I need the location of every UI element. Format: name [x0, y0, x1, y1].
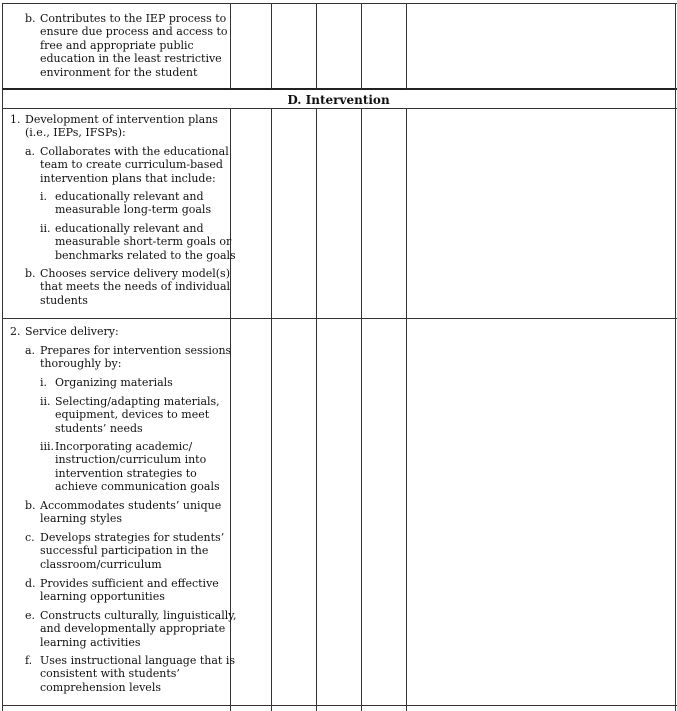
item-text: Selecting/adapting materials, equipment, devices to meet students’ needs: [55, 395, 220, 435]
table-col-rule-left-lower: [2, 108, 3, 711]
table-rule-bottom: [2, 705, 677, 706]
table-col-rule-1: [230, 3, 231, 89]
item-text: educationally relevant and measurable short-term goals or benchmarks related to the goals: [55, 222, 236, 262]
table-col-rule-5-lower: [406, 108, 407, 711]
item-text: Collaborates with the educational team to create curriculum-based intervention plans that include:: [40, 145, 229, 185]
item-text: Service delivery:: [25, 325, 119, 338]
item-letter: f.: [25, 654, 33, 667]
table-rule-top: [2, 3, 677, 4]
item-letter: b.: [25, 499, 36, 512]
section-title: D. Intervention: [287, 93, 390, 107]
item-roman: i.: [40, 376, 48, 389]
table-rule-below-section-d: [2, 108, 677, 109]
table-rule-below-item-1: [2, 318, 677, 319]
table-col-rule-3-lower: [316, 108, 317, 711]
item-text: Organizing materials: [55, 376, 173, 389]
item-text: educationally relevant and measurable long-term goals: [55, 190, 212, 217]
item-text: Provides sufficient and effective learning opportunities: [40, 577, 219, 604]
table-col-rule-3: [316, 3, 317, 89]
table-col-rule-left: [2, 3, 3, 89]
item-letter: a.: [25, 344, 36, 357]
table-col-rule-right-lower: [675, 108, 676, 711]
table-col-rule-5: [406, 3, 407, 89]
item-text: Development of intervention plans (i.e., IEPs, IFSPs):: [25, 113, 218, 140]
item-text: Chooses service delivery model(s) that meets the needs of individual students: [40, 267, 231, 307]
item-letter: b.: [25, 267, 36, 280]
table-col-rule-4: [361, 3, 362, 89]
item-number: 1.: [10, 113, 21, 126]
item-letter: a.: [25, 145, 36, 158]
item-letter: c.: [25, 531, 35, 544]
table-col-rule-2-lower: [271, 108, 272, 711]
item-letter: d.: [25, 577, 36, 590]
item-letter: b.: [25, 12, 36, 25]
item-roman: i.: [40, 190, 48, 203]
item-text: Develops strategies for students’ successful participation in the classroom/curriculum: [40, 531, 225, 571]
table-col-rule-right: [675, 3, 676, 89]
item-roman: ii.: [40, 395, 51, 408]
table-col-rule-4-lower: [361, 108, 362, 711]
table-col-rule-2: [271, 3, 272, 89]
item-text: Constructs culturally, linguistically, and developmentally appropriate learning activities: [40, 609, 237, 649]
item-text: Prepares for intervention sessions thoroughly by:: [40, 344, 232, 371]
item-text: Accommodates students’ unique learning styles: [40, 499, 222, 526]
item-text: Uses instructional language that is consistent with students’ comprehension levels: [40, 654, 235, 694]
item-text: Incorporating academic/ instruction/curriculum into intervention strategies to achieve communication goals: [55, 440, 220, 494]
item-text: Contributes to the IEP process to ensure due process and access to free and appropriate public education in the least restrictive environment for the student: [40, 12, 228, 79]
item-letter: e.: [25, 609, 36, 622]
item-roman: iii.: [40, 440, 55, 453]
item-roman: ii.: [40, 222, 51, 235]
table-rule-above-section-d: [2, 88, 677, 90]
item-number: 2.: [10, 325, 21, 338]
